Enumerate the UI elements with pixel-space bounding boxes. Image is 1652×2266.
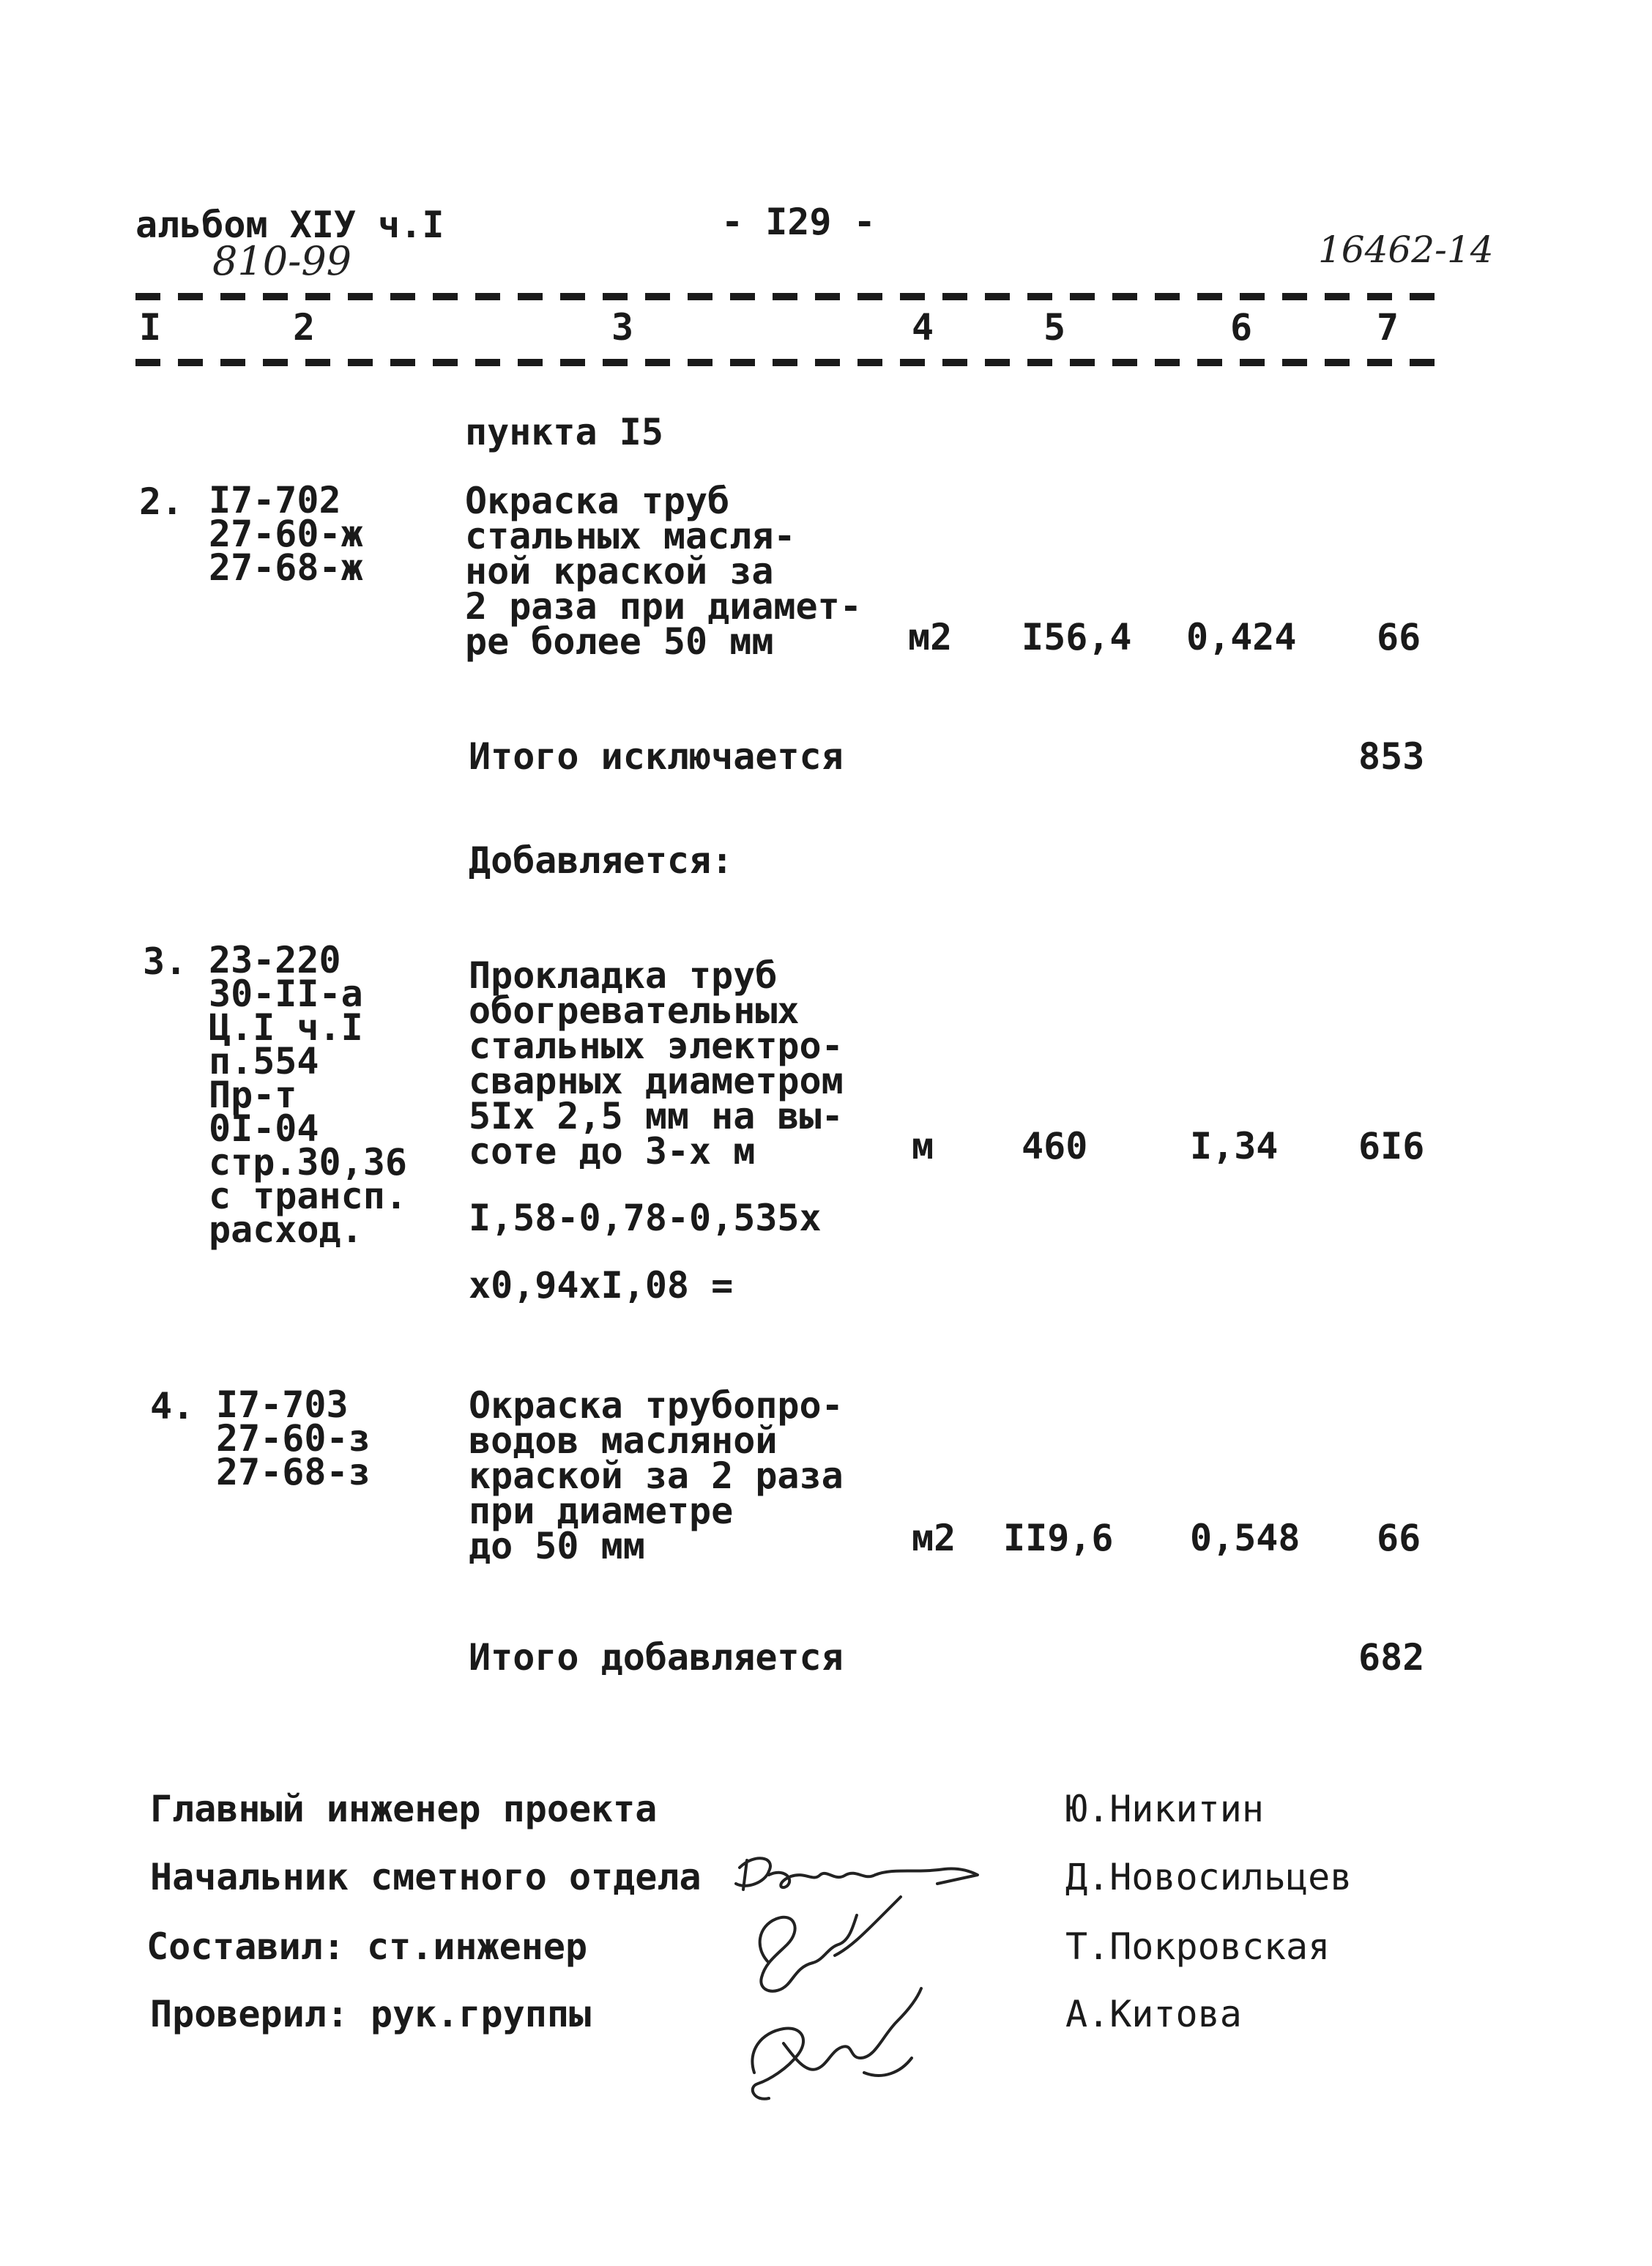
signature-name: Т.Покровская <box>1065 1925 1331 1968</box>
row-price: I,34 <box>1190 1125 1279 1167</box>
column-number-4: 4 <box>912 306 934 349</box>
signature-name: Ю.Никитин <box>1065 1788 1264 1830</box>
desc-line: до 50 мм <box>469 1525 645 1567</box>
row-price: 0,548 <box>1190 1517 1301 1559</box>
calc-line-2: х0,94хI,08 = <box>469 1264 734 1307</box>
row-price: 0,424 <box>1186 616 1297 658</box>
row-number: 2. <box>139 480 184 523</box>
row-total: 66 <box>1377 616 1421 658</box>
handwritten-signatures <box>725 1838 1018 2131</box>
row-code: расход. <box>209 1208 363 1251</box>
signature-role: Начальник сметного отдела <box>150 1856 702 1898</box>
row-code: 30-II-а <box>209 973 363 1015</box>
desc-line: обогревательных <box>469 989 800 1032</box>
signature-name: Д.Новосильцев <box>1065 1856 1353 1898</box>
desc-line: ре более 50 мм <box>465 620 774 663</box>
column-number-6: 6 <box>1230 306 1253 349</box>
row-code: I7-703 <box>216 1383 349 1426</box>
row-quantity: I56,4 <box>1022 616 1132 658</box>
desc-line: при диаметре <box>469 1490 734 1532</box>
page-number: - I29 - <box>721 201 876 243</box>
desc-line: краской за 2 раза <box>469 1455 844 1497</box>
row-code: 27-68-з <box>216 1451 371 1493</box>
signature-role: Составил: ст.инженер <box>146 1925 588 1968</box>
row-description <box>469 954 844 1173</box>
row-total: 66 <box>1377 1517 1421 1559</box>
row-code: 27-60-ж <box>209 513 363 555</box>
column-number-3: 3 <box>611 306 634 349</box>
header-rule-top <box>135 293 1446 300</box>
excluded-total-label: Итого исключается <box>469 735 844 778</box>
column-number-2: 2 <box>293 306 316 349</box>
header-rule-bottom <box>135 359 1446 366</box>
row-code: п.554 <box>209 1040 319 1082</box>
row-code: Ц.I ч.I <box>209 1006 363 1049</box>
row-unit: м <box>912 1125 934 1167</box>
desc-line: Окраска труб <box>465 480 730 522</box>
desc-line: соте до 3-х м <box>469 1130 756 1173</box>
desc-line: водов масляной <box>469 1419 778 1462</box>
row-code-block <box>209 939 407 1251</box>
signature-name: А.Китова <box>1065 1993 1242 2035</box>
added-total-label: Итого добавляется <box>469 1636 844 1679</box>
added-heading: Добавляется: <box>469 839 734 882</box>
row-unit: м2 <box>912 1517 956 1559</box>
album-label: альбом XIУ ч.I <box>135 204 444 246</box>
row-number: 4. <box>150 1385 195 1427</box>
desc-line: стальных электро- <box>469 1025 844 1067</box>
added-total-value: 682 <box>1358 1636 1425 1679</box>
row-code: 27-60-з <box>216 1417 371 1460</box>
row-quantity: 460 <box>1022 1125 1088 1167</box>
row-code: 27-68-ж <box>209 546 363 589</box>
column-number-1: I <box>139 306 162 349</box>
calc-line-1: I,58-0,78-0,535х <box>469 1197 822 1239</box>
desc-line: Прокладка труб <box>469 954 778 997</box>
row-number: 3. <box>143 940 187 983</box>
row-code-block <box>216 1383 371 1493</box>
row-total: 6I6 <box>1358 1125 1425 1167</box>
row-unit: м2 <box>908 616 953 658</box>
continuation-text: пункта I5 <box>465 411 663 453</box>
row-code: 0I-04 <box>209 1107 319 1150</box>
row-code: I7-702 <box>209 479 341 521</box>
row-quantity: II9,6 <box>1003 1517 1114 1559</box>
desc-line: 2 раза при диамет- <box>465 585 862 628</box>
signature-role: Проверил: рук.группы <box>150 1993 592 2035</box>
row-code-block <box>209 479 363 589</box>
row-code: с трансп. <box>209 1175 407 1217</box>
row-description <box>465 480 862 663</box>
row-description <box>469 1384 844 1567</box>
signature-role: Главный инженер проекта <box>150 1788 658 1830</box>
desc-line: 5Iх 2,5 мм на вы- <box>469 1095 844 1137</box>
row-code: стр.30,36 <box>209 1141 407 1184</box>
desc-line: ной краской за <box>465 550 774 592</box>
desc-line: стальных масля- <box>465 515 796 557</box>
excluded-total-value: 853 <box>1358 735 1425 778</box>
column-number-5: 5 <box>1043 306 1066 349</box>
row-code: 23-220 <box>209 939 341 981</box>
column-number-7: 7 <box>1377 306 1399 349</box>
handwritten-code-left: 810-99 <box>212 238 352 284</box>
row-code: Пр-т <box>209 1074 297 1116</box>
desc-line: сварных диаметром <box>469 1060 844 1102</box>
desc-line: Окраска трубопро- <box>469 1384 844 1427</box>
handwritten-code-right: 16462-14 <box>1318 229 1494 271</box>
